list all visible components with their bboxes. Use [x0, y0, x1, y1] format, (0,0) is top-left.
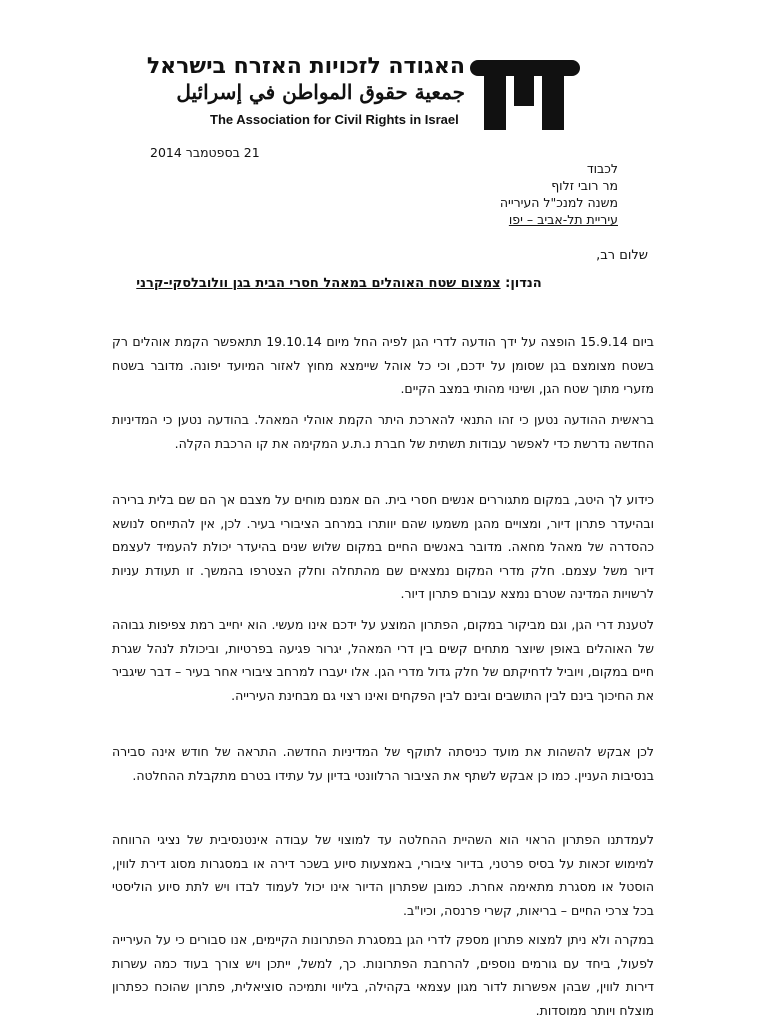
paragraph-4: לטענת דרי הגן, וגם מביקור במקום, הפתרון המוצע על ידכם אינו מעשי. הוא יחייב רמת צפיפות גבוהה של האוהלים באופן שיוצר מתחים קשים בין דרי המאהל, יגרור פגיעה בפרטיות, וביכולת לנהל שגרת חיים במקום, ויוביל לדחיקתם של חלק גדול מדרי הגן. אלו יעברו למרחב ציבורי אחר בעיר – דבר שיגביר את החיכוך בינם לבין התושבים ובינם לבין הפקחים ואינו רצוי גם מבחינת העירייה.	[112, 617, 654, 703]
paragraph-3: כידוע לך היטב, במקום מתגוררים אנשים חסרי בית. הם אמנם מוחים על מצבם אך הם שם בלית ברירה ובהיעדר פתרון דיור, ומצויים מהגן משמעו שהם יוותרו במרחב הציבורי בעיר. לכן, אין להתייחס לנושא כהסדרה של מאהל מחאה. מדובר באנשים החיים במקום שלוש שנים בהיעדר יכולת להעמיד לעצמם דיור משל עצמם. חלק מדרי המקום נמצאים שם מהתחלה וחלק הצטרפו בהמשך. זו תעודת עניות לרשויות המדינה שטרם נמצא עבורם פתרון דיור.	[112, 492, 654, 601]
recipient-name: מר רובי זלוף	[551, 178, 618, 193]
greeting: שלום רב,	[596, 248, 648, 263]
paragraph-7: במקרה ולא ניתן למצוא פתרון מספק לדרי הגן במסגרת הפתרונות הקיימים, אנו סבורים כי על העירייה לפעול, ביחד עם גורמים נוספים, להרחבת הפתרונות. כך, למשל, ייתכן ויש צורך בעוד כמה עשרות דירות לווין, שבהן אפשרות לדור מגון עצמאי בקהילה, בליווי ותמיכה סוציאלית, פתרון שהוכח כפתרון מוצלח ויותר ממוסדות.	[112, 932, 654, 1018]
paragraph-2: בראשית ההודעה נטען כי זהו התנאי להארכת היתר הקמת אוהלי המאהל. בהודעה נטען כי המדיניות החדשה נדרשת כדי לאפשר עבודות תשתית של חברת נ.ת.ע המקימה את קו הרכבת הקלה.	[112, 412, 654, 451]
letterhead	[146, 52, 580, 132]
paragraph-1: ביום 15.9.14 הופצה על ידך הודעה לדרי הגן לפיה החל מיום 19.10.14 תתאפשר הקמת אוהלים רק בשטח מצומצם בגן שסומן על ידכם, וכי כל אוהל שיימצא מחוץ לאזור המיועד יפונה. מדובר בשטח מזערי מתוך שטח הגן, ושינוי מהותי במצב הקיים.	[112, 334, 654, 396]
recipient-salutation: לכבוד	[586, 161, 618, 176]
paragraph-5: לכן אבקש להשהות את מועד כניסתה לתוקף של המדיניות החדשה. התראה של חודש אינה סבירה בנסיבות העניין. כמו כן אבקש לשתף את הציבור הרלוונטי בדיון על עתידו בטרם מתקבלת ההחלטה.	[112, 744, 654, 783]
letter-date: 21 בספטמבר 2014	[150, 145, 260, 160]
recipient-block	[500, 160, 618, 228]
letterhead-arabic-name: جمعية حقوق المواطن في إسرائيل	[176, 80, 465, 104]
paragraph-6: לעמדתנו הפתרון הראוי הוא השהיית ההחלטה עד למוצוי של עבודה אינטנסיבית של נציגי הרווחה למימוש זכאות על בסיס פרטני, בדיור ציבורי, באמצעות סיוע בשכר דירה או במסגרות מסוג דירת לווין, הוסטל או מסגרת מתאימה אחרת. כמובן שפתרון הדיור אינו יכול לעמוד לבדו ויש לתת סיוע הוליסטי בכל צרכי החיים – בריאות, קשרי פרנסה, וכיו"ב.	[112, 832, 654, 918]
recipient-org: עיריית תל-אביב – יפו	[508, 212, 618, 227]
letterhead-hebrew-name: האגודה לזכויות האזרח בישראל	[146, 54, 465, 79]
subject-text: צמצום שטח האוהלים במאהל חסרי הבית בגן וולובלסקי-קרני	[136, 276, 501, 291]
acri-logo-icon	[470, 52, 580, 132]
subject-line	[120, 276, 558, 291]
letterhead-english-name: The Association for Civil Rights in Israel	[210, 112, 459, 127]
recipient-role: משנה למנכ"ל העירייה	[499, 195, 618, 210]
subject-prefix: הנדון:	[505, 276, 542, 291]
